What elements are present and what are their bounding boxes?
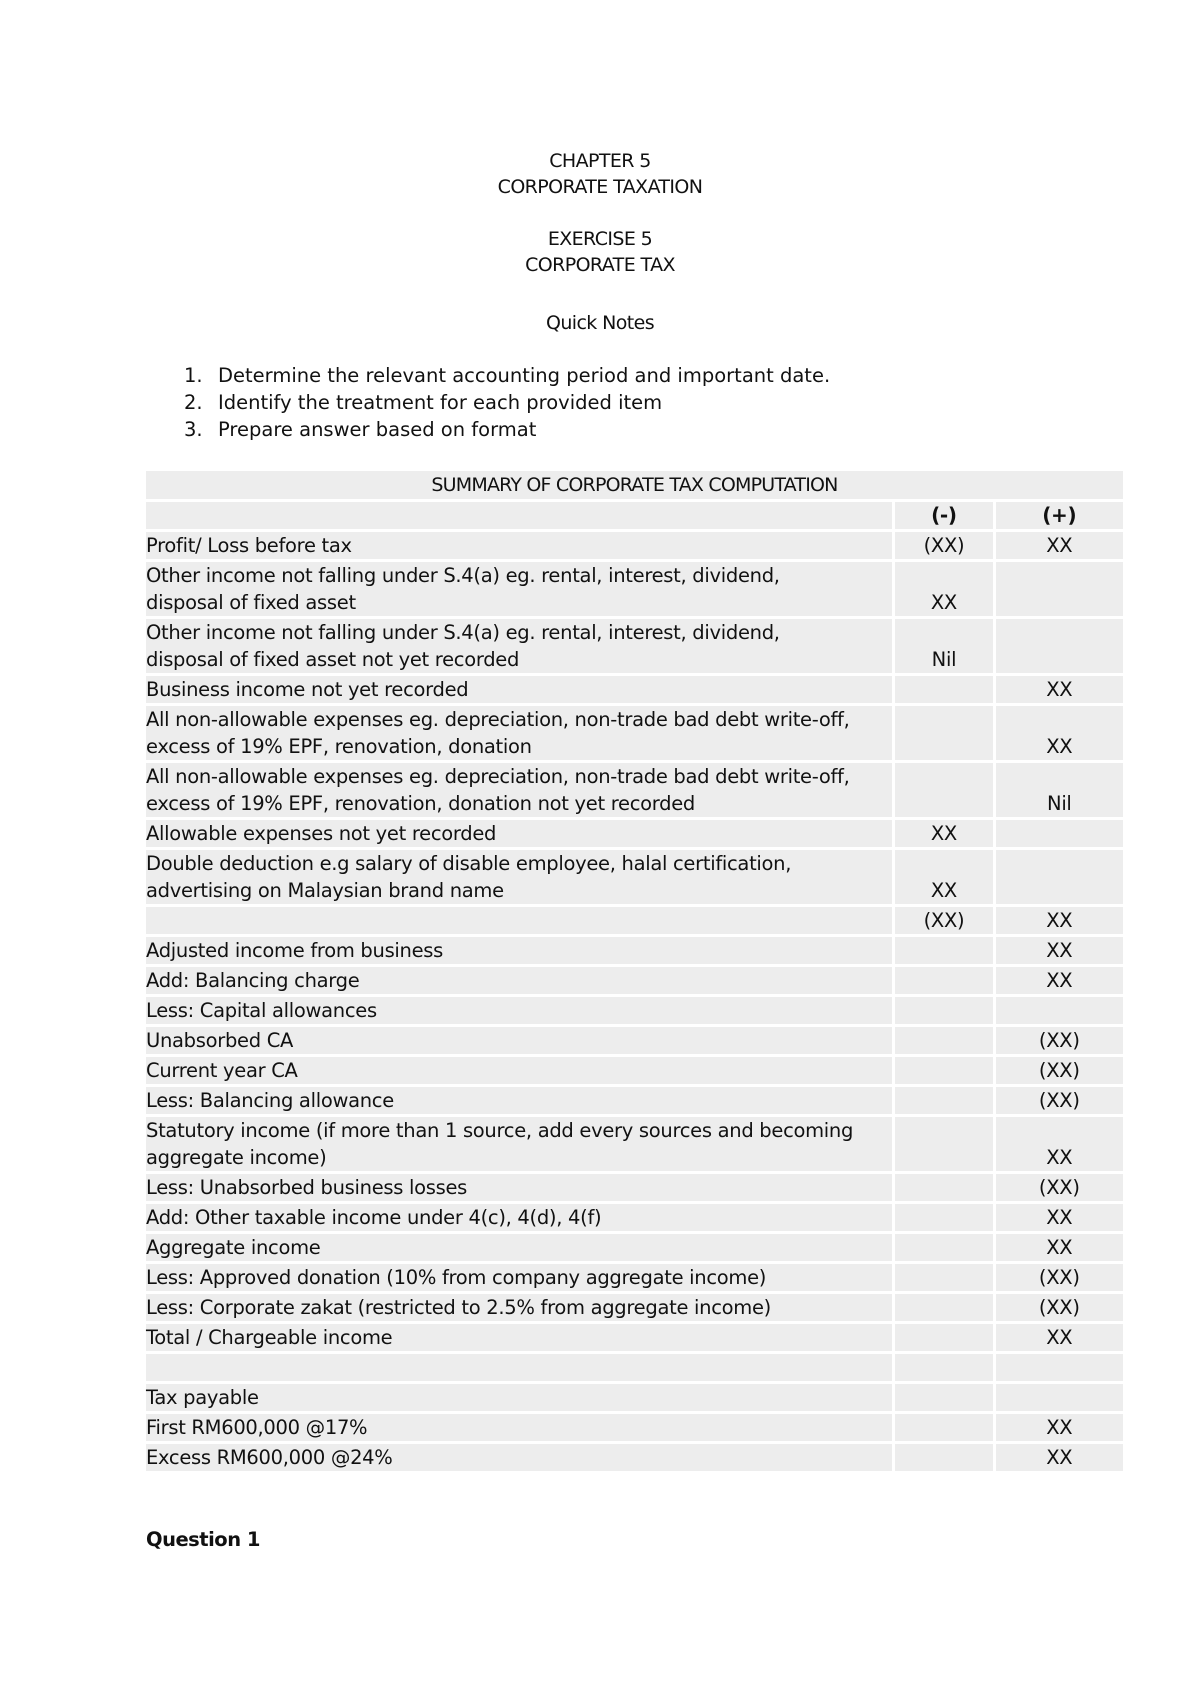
plus-value xyxy=(996,997,1123,1027)
description-line: Total / Chargeable income xyxy=(146,1326,393,1349)
plus-value: XX xyxy=(996,937,1123,967)
description-line: Less: Approved donation (10% from company aggregate income) xyxy=(146,1266,767,1289)
minus-value: (XX) xyxy=(895,907,995,937)
quick-notes-title: Quick Notes xyxy=(545,312,655,334)
list-number: 3. xyxy=(184,418,203,441)
list-text: Prepare answer based on format xyxy=(218,418,537,441)
row-description xyxy=(146,1087,895,1117)
plus-value xyxy=(996,619,1123,676)
row-description xyxy=(146,562,895,619)
table-row xyxy=(146,562,1123,619)
row-description xyxy=(146,1414,895,1444)
description-line: Statutory income (if more than 1 source, add every sources and becoming xyxy=(146,1119,854,1142)
description-line: Current year CA xyxy=(146,1059,298,1082)
plus-value: XX xyxy=(996,706,1123,763)
exercise-title: CORPORATE TAX xyxy=(525,254,675,276)
row-description xyxy=(146,907,895,937)
row-description xyxy=(146,850,895,907)
table-row xyxy=(146,1324,1123,1354)
plus-value xyxy=(996,562,1123,619)
description-line: All non-allowable expenses eg. depreciation, non-trade bad debt write-off, xyxy=(146,708,850,731)
minus-value xyxy=(895,1234,995,1264)
minus-value xyxy=(895,997,995,1027)
table-row xyxy=(146,1234,1123,1264)
description-line: Other income not falling under S.4(a) eg. rental, interest, dividend, xyxy=(146,564,780,587)
exercise-number: EXERCISE 5 xyxy=(547,228,653,250)
minus-value xyxy=(895,1384,995,1414)
row-description xyxy=(146,1294,895,1324)
table-row xyxy=(146,1027,1123,1057)
table-row xyxy=(146,676,1123,706)
table-row xyxy=(146,706,1123,763)
minus-value: XX xyxy=(895,562,995,619)
description-line: Other income not falling under S.4(a) eg. rental, interest, dividend, xyxy=(146,621,780,644)
table-title: SUMMARY OF CORPORATE TAX COMPUTATION xyxy=(146,471,1123,502)
minus-value xyxy=(895,1324,995,1354)
description-line: Less: Balancing allowance xyxy=(146,1089,394,1112)
minus-value xyxy=(895,1087,995,1117)
plus-value: (XX) xyxy=(996,1294,1123,1324)
plus-value: XX xyxy=(996,1204,1123,1234)
plus-value: XX xyxy=(996,1117,1123,1174)
list-item xyxy=(170,416,830,443)
table-row xyxy=(146,1384,1123,1414)
row-description xyxy=(146,1204,895,1234)
plus-value: XX xyxy=(996,1414,1123,1444)
plus-value: Nil xyxy=(996,763,1123,820)
plus-value: XX xyxy=(996,967,1123,997)
table-row xyxy=(146,1117,1123,1174)
list-item xyxy=(170,389,830,416)
description-line: Unabsorbed CA xyxy=(146,1029,294,1052)
table-row xyxy=(146,937,1123,967)
list-text: Identify the treatment for each provided item xyxy=(218,391,663,414)
tax-computation-table xyxy=(146,471,1123,1474)
row-description xyxy=(146,532,895,562)
table-row xyxy=(146,907,1123,937)
plus-value: (XX) xyxy=(996,1087,1123,1117)
row-description xyxy=(146,1117,895,1174)
row-description xyxy=(146,967,895,997)
row-description xyxy=(146,1354,895,1384)
minus-value xyxy=(895,763,995,820)
row-description xyxy=(146,1234,895,1264)
plus-value xyxy=(996,850,1123,907)
row-description xyxy=(146,997,895,1027)
description-line: Double deduction e.g salary of disable employee, halal certification, xyxy=(146,852,792,875)
description-line: disposal of fixed asset not yet recorded xyxy=(146,648,520,671)
row-description xyxy=(146,1027,895,1057)
table-row xyxy=(146,850,1123,907)
description-line: advertising on Malaysian brand name xyxy=(146,879,504,902)
minus-value: XX xyxy=(895,850,995,907)
minus-value xyxy=(895,1264,995,1294)
minus-value: XX xyxy=(895,820,995,850)
description-line: excess of 19% EPF, renovation, donation not yet recorded xyxy=(146,792,695,815)
description-line: First RM600,000 @17% xyxy=(146,1416,368,1439)
chapter-title: CORPORATE TAXATION xyxy=(497,176,703,198)
column-header-plus: (+) xyxy=(996,502,1123,532)
description-line: All non-allowable expenses eg. depreciation, non-trade bad debt write-off, xyxy=(146,765,850,788)
table-row xyxy=(146,1444,1123,1474)
minus-value xyxy=(895,937,995,967)
minus-value xyxy=(895,1174,995,1204)
description-line xyxy=(146,1354,892,1381)
list-number: 2. xyxy=(184,391,203,414)
row-description xyxy=(146,1264,895,1294)
table-row xyxy=(146,532,1123,562)
row-description xyxy=(146,1057,895,1087)
description-line: Tax payable xyxy=(146,1386,259,1409)
description-line: Adjusted income from business xyxy=(146,939,444,962)
header-blank-cell xyxy=(146,502,895,532)
minus-value xyxy=(895,1414,995,1444)
description-line: Business income not yet recorded xyxy=(146,678,469,701)
description-line: Profit/ Loss before tax xyxy=(146,534,352,557)
list-number: 1. xyxy=(184,364,203,387)
description-line: Excess RM600,000 @24% xyxy=(146,1446,393,1469)
section-heading xyxy=(0,310,1200,336)
minus-value xyxy=(895,676,995,706)
minus-value xyxy=(895,1117,995,1174)
table-row xyxy=(146,763,1123,820)
minus-value xyxy=(895,1204,995,1234)
table-row xyxy=(146,1204,1123,1234)
minus-value xyxy=(895,706,995,763)
table-row xyxy=(146,1414,1123,1444)
row-description xyxy=(146,1444,895,1474)
description-line: aggregate income) xyxy=(146,1146,327,1169)
row-description xyxy=(146,1174,895,1204)
table-row xyxy=(146,619,1123,676)
description-line: excess of 19% EPF, renovation, donation xyxy=(146,735,532,758)
row-description xyxy=(146,706,895,763)
plus-value xyxy=(996,820,1123,850)
plus-value: XX xyxy=(996,1324,1123,1354)
row-description xyxy=(146,676,895,706)
minus-value xyxy=(895,1354,995,1384)
description-line: Less: Capital allowances xyxy=(146,999,377,1022)
table-row xyxy=(146,1294,1123,1324)
description-line: Aggregate income xyxy=(146,1236,321,1259)
table-row xyxy=(146,967,1123,997)
table-row xyxy=(146,1354,1123,1384)
plus-value: (XX) xyxy=(996,1027,1123,1057)
minus-value xyxy=(895,1057,995,1087)
description-line xyxy=(146,907,892,934)
description-line: Allowable expenses not yet recorded xyxy=(146,822,497,845)
question-heading: Question 1 xyxy=(146,1528,260,1551)
minus-value xyxy=(895,1444,995,1474)
minus-value xyxy=(895,1027,995,1057)
quick-notes-list xyxy=(170,362,830,443)
exercise-heading xyxy=(0,226,1200,278)
table-row xyxy=(146,1264,1123,1294)
description-line: Add: Balancing charge xyxy=(146,969,360,992)
minus-value xyxy=(895,1294,995,1324)
table-row xyxy=(146,820,1123,850)
plus-value xyxy=(996,1354,1123,1384)
row-description xyxy=(146,1324,895,1354)
plus-value: XX xyxy=(996,1234,1123,1264)
list-text: Determine the relevant accounting period and important date. xyxy=(218,364,831,387)
plus-value: XX xyxy=(996,1444,1123,1474)
chapter-heading xyxy=(0,148,1200,200)
plus-value: (XX) xyxy=(996,1057,1123,1087)
row-description xyxy=(146,937,895,967)
row-description xyxy=(146,820,895,850)
table-row xyxy=(146,1087,1123,1117)
plus-value xyxy=(996,1384,1123,1414)
minus-value: Nil xyxy=(895,619,995,676)
plus-value: (XX) xyxy=(996,1174,1123,1204)
row-description xyxy=(146,763,895,820)
chapter-number: CHAPTER 5 xyxy=(549,150,651,172)
table-row xyxy=(146,1174,1123,1204)
plus-value: (XX) xyxy=(996,1264,1123,1294)
description-line: disposal of fixed asset xyxy=(146,591,356,614)
table-row xyxy=(146,1057,1123,1087)
column-header-minus: (-) xyxy=(895,502,995,532)
description-line: Less: Unabsorbed business losses xyxy=(146,1176,468,1199)
row-description xyxy=(146,1384,895,1414)
plus-value: XX xyxy=(996,907,1123,937)
row-description xyxy=(146,619,895,676)
table-row xyxy=(146,997,1123,1027)
minus-value xyxy=(895,967,995,997)
plus-value: XX xyxy=(996,532,1123,562)
minus-value: (XX) xyxy=(895,532,995,562)
list-item xyxy=(170,362,830,389)
description-line: Less: Corporate zakat (restricted to 2.5% from aggregate income) xyxy=(146,1296,771,1319)
description-line: Add: Other taxable income under 4(c), 4(d), 4(f) xyxy=(146,1206,602,1229)
plus-value: XX xyxy=(996,676,1123,706)
